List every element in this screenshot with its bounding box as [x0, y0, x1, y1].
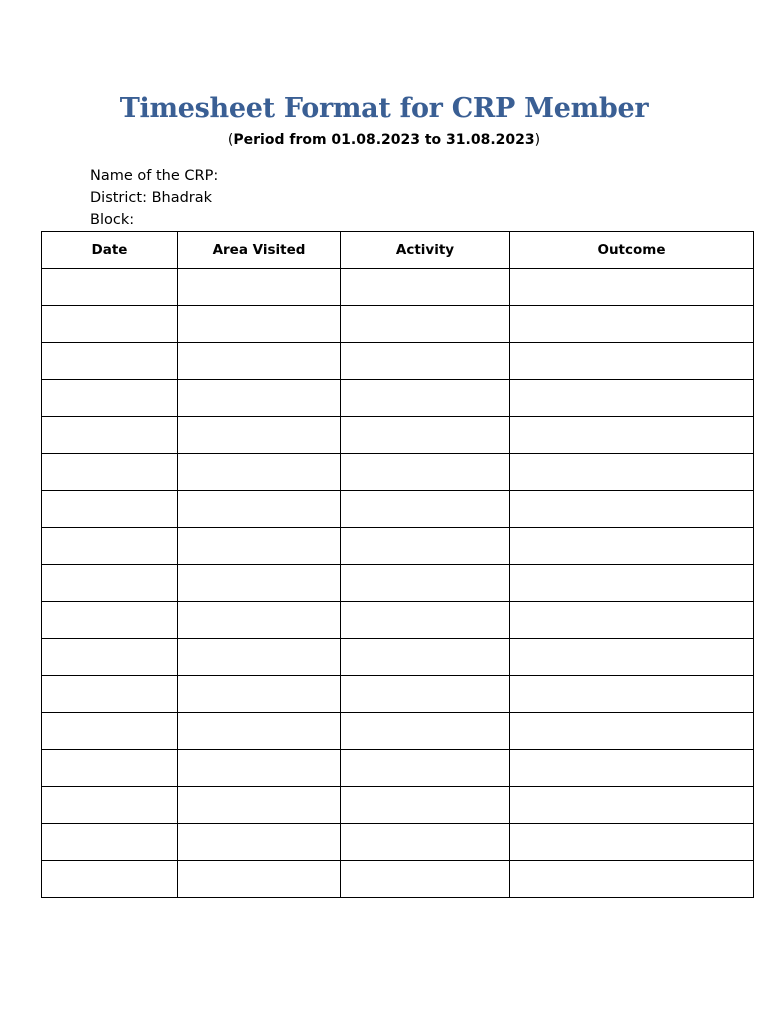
activity-cell — [341, 824, 510, 861]
activity-cell — [341, 639, 510, 676]
table-row — [42, 306, 754, 343]
activity-cell — [341, 565, 510, 602]
outcome-cell — [510, 491, 754, 528]
date-cell — [42, 713, 178, 750]
date-cell — [42, 676, 178, 713]
area-visited-cell — [178, 454, 341, 491]
period-text: Period from 01.08.2023 to 31.08.2023 — [233, 132, 535, 148]
activity-cell — [341, 491, 510, 528]
area-visited-cell — [178, 491, 341, 528]
outcome-cell — [510, 602, 754, 639]
period-open-paren: ( — [227, 132, 234, 148]
activity-cell — [341, 528, 510, 565]
table-row — [42, 343, 754, 380]
header-area-visited: Area Visited — [178, 232, 341, 269]
table-row — [42, 750, 754, 787]
table-row — [42, 380, 754, 417]
crp-name-label: Name of the CRP: — [90, 168, 219, 184]
header-date: Date — [42, 232, 178, 269]
timesheet-table — [41, 231, 754, 898]
area-visited-cell — [178, 824, 341, 861]
area-visited-cell — [178, 306, 341, 343]
outcome-cell — [510, 824, 754, 861]
date-cell — [42, 750, 178, 787]
activity-cell — [341, 676, 510, 713]
date-cell — [42, 269, 178, 306]
date-cell — [42, 639, 178, 676]
date-cell — [42, 306, 178, 343]
table-row — [42, 787, 754, 824]
date-cell — [42, 454, 178, 491]
table-row — [42, 565, 754, 602]
outcome-cell — [510, 565, 754, 602]
area-visited-cell — [178, 380, 341, 417]
table-row — [42, 713, 754, 750]
period-line — [0, 132, 768, 148]
outcome-cell — [510, 343, 754, 380]
activity-cell — [341, 417, 510, 454]
activity-cell — [341, 750, 510, 787]
header-outcome: Outcome — [510, 232, 754, 269]
date-cell — [42, 528, 178, 565]
area-visited-cell — [178, 750, 341, 787]
outcome-cell — [510, 713, 754, 750]
district-label: District: Bhadrak — [90, 190, 213, 206]
header-activity: Activity — [341, 232, 510, 269]
area-visited-cell — [178, 269, 341, 306]
table-header-row — [42, 232, 754, 269]
outcome-cell — [510, 417, 754, 454]
table-row — [42, 602, 754, 639]
activity-cell — [341, 306, 510, 343]
outcome-cell — [510, 454, 754, 491]
period-close-paren: ) — [534, 132, 541, 148]
area-visited-cell — [178, 713, 341, 750]
date-cell — [42, 565, 178, 602]
outcome-cell — [510, 639, 754, 676]
outcome-cell — [510, 380, 754, 417]
table-row — [42, 861, 754, 898]
area-visited-cell — [178, 602, 341, 639]
area-visited-cell — [178, 861, 341, 898]
date-cell — [42, 824, 178, 861]
activity-cell — [341, 343, 510, 380]
table-body — [42, 269, 754, 898]
activity-cell — [341, 380, 510, 417]
outcome-cell — [510, 676, 754, 713]
table-row — [42, 269, 754, 306]
activity-cell — [341, 454, 510, 491]
activity-cell — [341, 602, 510, 639]
date-cell — [42, 417, 178, 454]
date-cell — [42, 602, 178, 639]
outcome-cell — [510, 528, 754, 565]
area-visited-cell — [178, 528, 341, 565]
area-visited-cell — [178, 787, 341, 824]
area-visited-cell — [178, 565, 341, 602]
table-row — [42, 639, 754, 676]
table-row — [42, 417, 754, 454]
date-cell — [42, 787, 178, 824]
area-visited-cell — [178, 639, 341, 676]
block-label: Block: — [90, 212, 135, 228]
date-cell — [42, 861, 178, 898]
date-cell — [42, 491, 178, 528]
table-row — [42, 824, 754, 861]
outcome-cell — [510, 306, 754, 343]
date-cell — [42, 380, 178, 417]
area-visited-cell — [178, 676, 341, 713]
activity-cell — [341, 861, 510, 898]
area-visited-cell — [178, 417, 341, 454]
activity-cell — [341, 269, 510, 306]
outcome-cell — [510, 861, 754, 898]
page-title: Timesheet Format for CRP Member — [119, 93, 649, 124]
table-row — [42, 676, 754, 713]
table-row — [42, 454, 754, 491]
activity-cell — [341, 713, 510, 750]
outcome-cell — [510, 269, 754, 306]
outcome-cell — [510, 787, 754, 824]
outcome-cell — [510, 750, 754, 787]
activity-cell — [341, 787, 510, 824]
table-row — [42, 528, 754, 565]
area-visited-cell — [178, 343, 341, 380]
table-row — [42, 491, 754, 528]
date-cell — [42, 343, 178, 380]
